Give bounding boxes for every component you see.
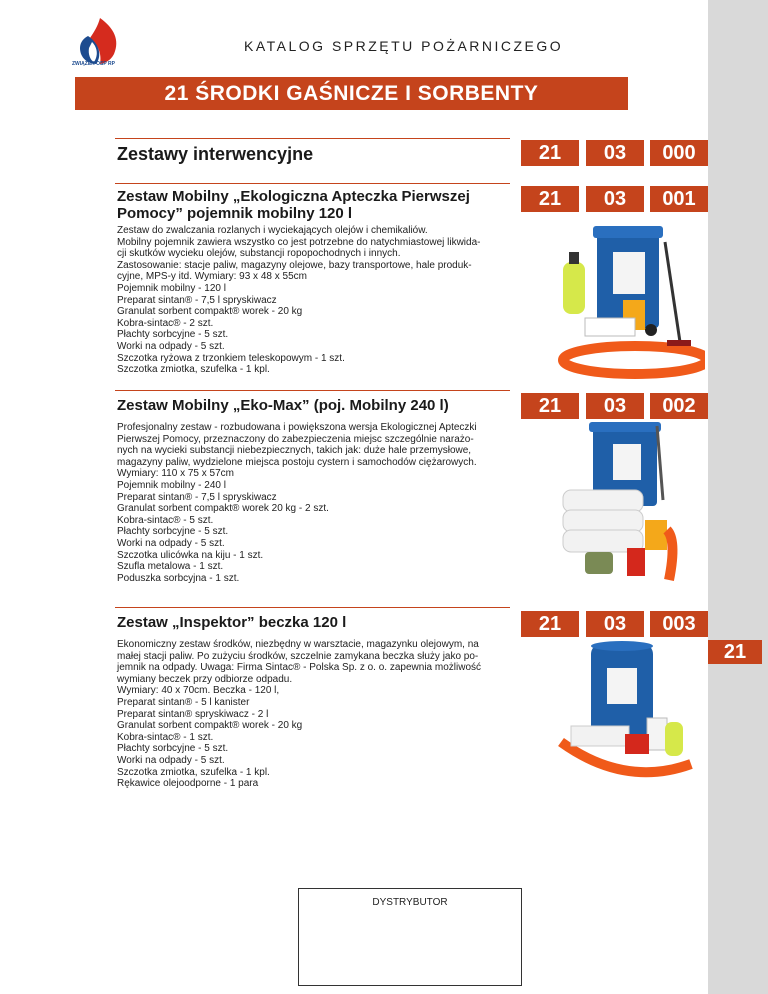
distributor-label: DYSTRYBUTOR xyxy=(372,897,448,908)
product-photo-inspektor-drum xyxy=(555,638,705,788)
code-group: 03 xyxy=(586,611,644,637)
code-chapter: 21 xyxy=(521,611,579,637)
section-divider xyxy=(115,390,510,391)
distributor-box xyxy=(298,888,522,986)
product-description: Ekonomiczny zestaw środków, niezbędny w warsztacie, magazynku olejowym, na małej stacji paliw. Po zużyciu środków, szczelnie zamykana beczka służy jako po- jemnik na odpady. Uwaga: Firma Sintac® - Polska Sp. z o. o. zapewnia możliwość wymiany beczek przy odbiorze odpadu. Wymiary: 40 x 70cm. Beczka - 120 l, Preparat sintan® - 5 l kanister Preparat sintan® spryskiwacz - 2 l Granulat sorbent compakt® worek - 20 kg Kobra-sintac® - 1 szt. Płachty sorbcyjne - 5 szt. Worki na odpady - 5 szt. Szczotka zmiotka, szufelka - 1 kpl. Rękawice olejoodporne - 1 para xyxy=(117,639,482,790)
section-divider xyxy=(115,183,510,184)
product-title: Zestaw Mobilny „Eko-Max” (poj. Mobilny 240 l) xyxy=(117,397,449,414)
code-group: 03 xyxy=(586,140,644,166)
code-item: 001 xyxy=(650,186,708,212)
section-divider xyxy=(115,607,510,608)
product-photo-eko-max xyxy=(555,420,705,590)
code-item: 000 xyxy=(650,140,708,166)
product-title xyxy=(117,188,470,222)
product-description: Profesjonalny zestaw - rozbudowana i powiększona wersja Ekologicznej Apteczki Pierwszej Pomocy, przeznaczony do zabezpieczenia miejsc szczególnie narażo- nych na wycieki substancji niebezpiecznych, takich jak: duże hale przemysłowe, magazyny paliw, wydzielone miejsca postoju cystern i samochodów ciężarowych. Wymiary: 110 x 75 x 57cm Pojemnik mobilny - 240 l Preparat sintan® - 7,5 l spryskiwacz Granulat sorbent compakt® worek 20 kg - 2 szt. Kobra-sintac® - 5 szt. Płachty sorbcyjne - 5 szt. Worki na odpady - 5 szt. Szczotka ulicówka na kiju - 1 szt. Szufla metalowa - 1 szt. Poduszka sorbcyjna - 1 szt. xyxy=(117,422,477,584)
catalog-title: KATALOG SPRZĘTU POŻARNICZEGO xyxy=(244,38,564,54)
product-title-line: Pomocy” pojemnik mobilny 120 l xyxy=(117,205,353,222)
code-group: 03 xyxy=(586,186,644,212)
chapter-banner: 21 ŚRODKI GAŚNICZE I SORBENTY xyxy=(75,77,628,110)
product-title: Zestaw „Inspektor” beczka 120 l xyxy=(117,614,347,631)
code-item: 002 xyxy=(650,393,708,419)
product-title-line: Zestaw Mobilny „Ekologiczna Apteczka Pierwszej xyxy=(117,188,470,205)
product-photo-mobile-kit xyxy=(555,222,705,382)
logo-caption: ZWIĄZEK OSP RP xyxy=(72,61,115,67)
group-title: Zestawy interwencyjne xyxy=(117,144,314,164)
chapter-side-tab: 21 xyxy=(708,640,762,664)
code-chapter: 21 xyxy=(521,140,579,166)
code-chapter: 21 xyxy=(521,393,579,419)
code-item: 003 xyxy=(650,611,708,637)
section-divider xyxy=(115,138,510,139)
code-group: 03 xyxy=(586,393,644,419)
product-description: Zestaw do zwalczania rozlanych i wyciekających olejów i chemikaliów. Mobilny pojemnik zawiera wszystko co jest potrzebne do natychmiastowej likwida- cji skutków wycieku olejów, substancji ropopochodnych i innych. Zastosowanie: stacje paliw, magazyny olejowe, bazy transportowe, hale produk- cyjne, MPS-y itd. Wymiary: 93 x 48 x 55cm Pojemnik mobilny - 120 l Preparat sintan® - 7,5 l spryskiwacz Granulat sorbent compakt® worek - 20 kg Kobra-sintac® - 2 szt. Płachty sorbcyjne - 5 szt. Worki na odpady - 5 szt. Szczotka ryżowa z trzonkiem teleskopowym - 1 szt. Szczotka zmiotka, szufelka - 1 kpl. xyxy=(117,225,481,376)
page-sidebar xyxy=(708,0,768,994)
code-chapter: 21 xyxy=(521,186,579,212)
